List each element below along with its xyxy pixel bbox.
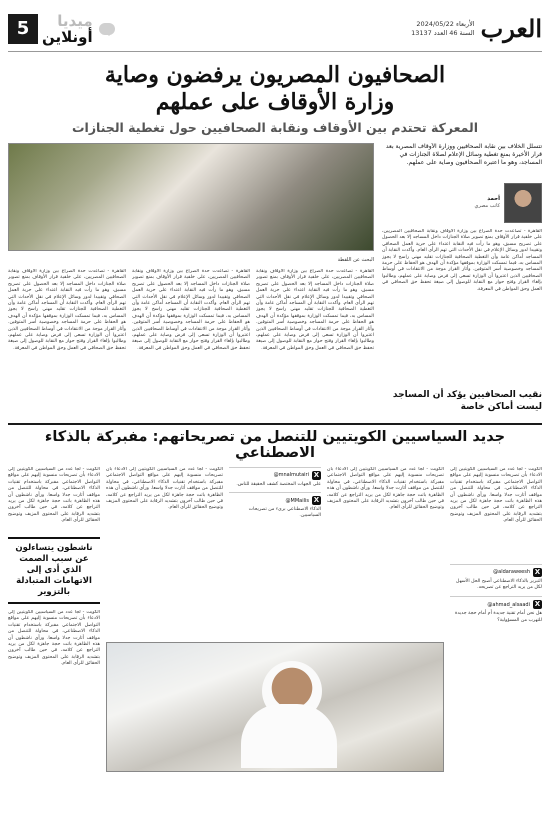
story1-lead-column — [382, 143, 542, 417]
story1-photo-caption: البحث عن اللقطة — [337, 257, 374, 263]
story2-photo — [106, 642, 444, 772]
brand — [411, 14, 542, 43]
story1-photo — [8, 143, 374, 251]
tweet-handle: @aldaraweesh — [493, 569, 530, 576]
issue-number: السنة 46 العدد 13137 — [411, 28, 475, 37]
tweet-text: التبرير بالذكاء الاصطناعي أصبح الحل الأسهل لكل من يريد التراجع عن تصريحه. — [456, 579, 542, 591]
story2 — [8, 467, 542, 772]
story2-body-col4: الكويت - لجأ عدد من السياسيين الكويتيين إلى الادعاء بأن تصريحات منسوبة إليهم على مواقع التواصل الاجتماعي مفبركة باستخدام تقنيات الذكاء الاصطناعي، في محاولة للتنصل من مواقف أثارت جدلا واسعا. ورأى ناشطون أن هذه الظاهرة باتت حجة جاهزة لكل من يريد التراجع عن كلامه، في حين طالب آخرون بتشديد الرقابة على المحتوى المزيف وتوضيح الحقائق للرأي العام. — [8, 610, 100, 667]
story1-pullquote: نقيب الصحافيين يؤكد أن المساجد ليست أماكن خاصة — [392, 390, 542, 412]
section-divider — [8, 423, 542, 425]
tweet-card[interactable] — [229, 467, 321, 488]
story1-body-col2: القاهرة - تصاعدت حدة الصراع بين وزارة الأوقاف ونقابة الصحافيين المصريين، على خلفية قرار الأوقاف بمنع تصوير صلاة الجنازات داخل المساجد إلا بعد الحصول على تصريح مسبق، وهو ما رأت فيه النقابة اعتداء على حرية العمل الصحافي وتقييدا لدور وسائل الإعلام في نقل الأحداث التي تهم الرأي العام. وأكدت النقابة أن المساجد أماكن عامة وأن التغطية الصحافية للجنازات تقليد مهني راسخ لا يجوز المساس به، فيما تمسكت الوزارة بموقفها مؤكدة أن الهدف هو الحفاظ على حرمة المساجد وخصوصية أسر المتوفين. وأثار القرار موجة من الانتقادات في أوساط الصحافيين الذين اعتبروا أن الوزارة تسعى إلى فرض وصاية على عملهم، وطالبوا بإلغاء القرار وفتح حوار مع النقابة للوصول إلى صيغة تحفظ حق الصحافي في العمل وحق المواطن في المعرفة. — [256, 269, 374, 351]
speech-bubble-icon — [99, 23, 115, 35]
story2-tweets-mid — [229, 467, 321, 637]
section-name-line1: ميديا — [57, 11, 93, 30]
tweet-text: هل نحن أمام تقنية جديدة أم أمام حجة جديدة للتهرب من المسؤولية؟ — [455, 611, 542, 623]
story2-body-col1: الكويت - لجأ عدد من السياسيين الكويتيين إلى الادعاء بأن تصريحات منسوبة إليهم على مواقع التواصل الاجتماعي مفبركة باستخدام تقنيات الذكاء الاصطناعي، في محاولة للتنصل من مواقف أثارت جدلا واسعا. ورأى ناشطون أن هذه الظاهرة باتت حجة جاهزة لكل من يريد التراجع عن كلامه، في حين طالب آخرون بتشديد الرقابة على المحتوى المزيف وتوضيح الحقائق للرأي العام. — [327, 467, 444, 511]
tweet-card[interactable] — [229, 492, 321, 519]
story2-body-col2: الكويت - لجأ عدد من السياسيين الكويتيين إلى الادعاء بأن تصريحات منسوبة إليهم على مواقع التواصل الاجتماعي مفبركة باستخدام تقنيات الذكاء الاصطناعي، في محاولة للتنصل من مواقف أثارت جدلا واسعا. ورأى ناشطون أن هذه الظاهرة باتت حجة جاهزة لكل من يريد التراجع عن كلامه، في حين طالب آخرون بتشديد الرقابة على المحتوى المزيف وتوضيح الحقائق للرأي العام. — [106, 467, 223, 511]
section-name-line2: أونلاين — [42, 27, 93, 46]
story2-text-area — [106, 467, 444, 637]
tweet-card[interactable] — [450, 564, 542, 591]
masthead — [8, 6, 542, 52]
x-logo-icon: X — [313, 471, 320, 479]
tweet-text: الذكاء الاصطناعي بريء من تصريحات السياسيين. — [248, 507, 321, 519]
author-box — [382, 183, 542, 223]
story1-body-col4: القاهرة - تصاعدت حدة الصراع بين وزارة الأوقاف ونقابة الصحافيين المصريين، على خلفية قرار الأوقاف بمنع تصوير صلاة الجنازات داخل المساجد إلا بعد الحصول على تصريح مسبق، وهو ما رأت فيه النقابة اعتداء على حرية العمل الصحافي وتقييدا لدور وسائل الإعلام في نقل الأحداث التي تهم الرأي العام. وأكدت النقابة أن المساجد أماكن عامة وأن التغطية الصحافية للجنازات تقليد مهني راسخ لا يجوز المساس به، فيما تمسكت الوزارة بموقفها مؤكدة أن الهدف هو الحفاظ على حرمة المساجد وخصوصية أسر المتوفين. وأثار القرار موجة من الانتقادات في أوساط الصحافيين الذين اعتبروا أن الوزارة تسعى إلى فرض وصاية على عملهم، وطالبوا بإلغاء القرار وفتح حوار مع النقابة للوصول إلى صيغة تحفظ حق الصحافي في العمل وحق المواطن في المعرفة. — [8, 269, 126, 351]
issue-date: الأربعاء 2024/05/22 — [416, 19, 475, 28]
author-name: أحمد — [487, 196, 500, 202]
tweet-text: على الجهات المختصة كشف الحقيقة للناس. — [236, 482, 321, 487]
story2-middle — [106, 467, 444, 772]
story2-left-column — [8, 467, 100, 772]
tweet-handle: @MMailis — [285, 497, 309, 504]
main-subhead: المعركة تحتدم بين الأوقاف ونقابة الصحافيين حول تغطية الجنازات — [71, 120, 479, 135]
story1-lead: تتسلل الخلاف بين نقابة الصحافيين ووزارة الأوقاف المصرية بعد قرار الأخيرة بمنع تغطية وسائل الإعلام لصلاة الجنازات في المساجد، وهو ما اعتبره الصحافيون وصاية على عملهم. — [385, 143, 542, 166]
main-headline[interactable] — [8, 62, 542, 116]
story2-body-col3: الكويت - لجأ عدد من السياسيين الكويتيين إلى الادعاء بأن تصريحات منسوبة إليهم على مواقع التواصل الاجتماعي مفبركة باستخدام تقنيات الذكاء الاصطناعي، في محاولة للتنصل من مواقف أثارت جدلا واسعا. ورأى ناشطون أن هذه الظاهرة باتت حجة جاهزة لكل من يريد التراجع عن كلامه، في حين طالب آخرون بتشديد الرقابة على المحتوى المزيف وتوضيح الحقائق للرأي العام. — [8, 467, 100, 524]
issue-meta — [411, 20, 474, 38]
story2-lead: الكويت - لجأ عدد من السياسيين الكويتيين إلى الادعاء بأن تصريحات منسوبة إليهم على مواقع التواصل الاجتماعي مفبركة باستخدام تقنيات الذكاء الاصطناعي، في محاولة للتنصل من مواقف أثارت جدلا واسعا. ورأى ناشطون أن هذه الظاهرة باتت حجة جاهزة لكل من يريد التراجع عن كلامه، في حين طالب آخرون بتشديد الرقابة على المحتوى المزيف وتوضيح الحقائق للرأي العام. — [450, 467, 542, 524]
story1-body-col3: القاهرة - تصاعدت حدة الصراع بين وزارة الأوقاف ونقابة الصحافيين المصريين، على خلفية قرار الأوقاف بمنع تصوير صلاة الجنازات داخل المساجد إلا بعد الحصول على تصريح مسبق، وهو ما رأت فيه النقابة اعتداء على حرية العمل الصحافي وتقييدا لدور وسائل الإعلام في نقل الأحداث التي تهم الرأي العام. وأكدت النقابة أن المساجد أماكن عامة وأن التغطية الصحافية للجنازات تقليد مهني راسخ لا يجوز المساس به، فيما تمسكت الوزارة بموقفها مؤكدة أن الهدف هو الحفاظ على حرمة المساجد وخصوصية أسر المتوفين. وأثار القرار موجة من الانتقادات في أوساط الصحافيين الذين اعتبروا أن الوزارة تسعى إلى فرض وصاية على عملهم، وطالبوا بإلغاء القرار وفتح حوار مع النقابة للوصول إلى صيغة تحفظ حق الصحافي في العمل وحق المواطن في المعرفة. — [132, 269, 250, 351]
tweet-handle: @ahmad_alsaadi — [487, 601, 530, 608]
author-avatar — [504, 183, 542, 223]
headline-line1: الصحافيون المصريون يرفضون وصاية — [104, 62, 446, 88]
section-header — [8, 13, 115, 45]
story2-quote: ناشطون يتساءلون عن سبب الصمت الذي أدى إلى الاتهامات المتبادلة بالتزوير — [8, 537, 100, 604]
story2-tweets-right — [450, 467, 542, 772]
tweet-card[interactable] — [450, 596, 542, 623]
author-title: كاتب مصري — [474, 203, 500, 209]
x-logo-icon: X — [534, 568, 541, 576]
x-logo-icon: X — [534, 600, 541, 609]
story1-text-columns — [8, 269, 374, 391]
newspaper-logo[interactable]: العرب — [480, 14, 542, 43]
tweet-handle: @mnalmutairi — [273, 472, 309, 479]
page-number: 5 — [8, 14, 38, 44]
story1-body-col1: القاهرة - تصاعدت حدة الصراع بين وزارة الأوقاف ونقابة الصحافيين المصريين، على خلفية قرار الأوقاف بمنع تصوير صلاة الجنازات داخل المساجد إلا بعد الحصول على تصريح مسبق، وهو ما رأت فيه النقابة اعتداء على حرية العمل الصحافي وتقييدا لدور وسائل الإعلام في نقل الأحداث التي تهم الرأي العام. وأكدت النقابة أن المساجد أماكن عامة وأن التغطية الصحافية للجنازات تقليد مهني راسخ لا يجوز المساس به، فيما تمسكت الوزارة بموقفها مؤكدة أن الهدف هو الحفاظ على حرمة المساجد وخصوصية أسر المتوفين. وأثار القرار موجة من الانتقادات في أوساط الصحافيين الذين اعتبروا أن الوزارة تسعى إلى فرض وصاية على عملهم، وطالبوا بإلغاء القرار وفتح حوار مع النقابة للوصول إلى صيغة تحفظ حق الصحافي في العمل وحق المواطن في المعرفة. — [382, 229, 542, 292]
section-name — [42, 13, 93, 45]
story1-main-column — [8, 143, 374, 417]
x-logo-icon: X — [313, 496, 320, 505]
story2-headline[interactable]: جديد السياسيين الكويتيين للتنصل من تصريحاتهم: مفبركة بالذكاء الاصطناعي — [44, 429, 506, 461]
story1 — [8, 143, 542, 417]
headline-line2: وزارة الأوقاف على عملهم — [155, 89, 395, 115]
